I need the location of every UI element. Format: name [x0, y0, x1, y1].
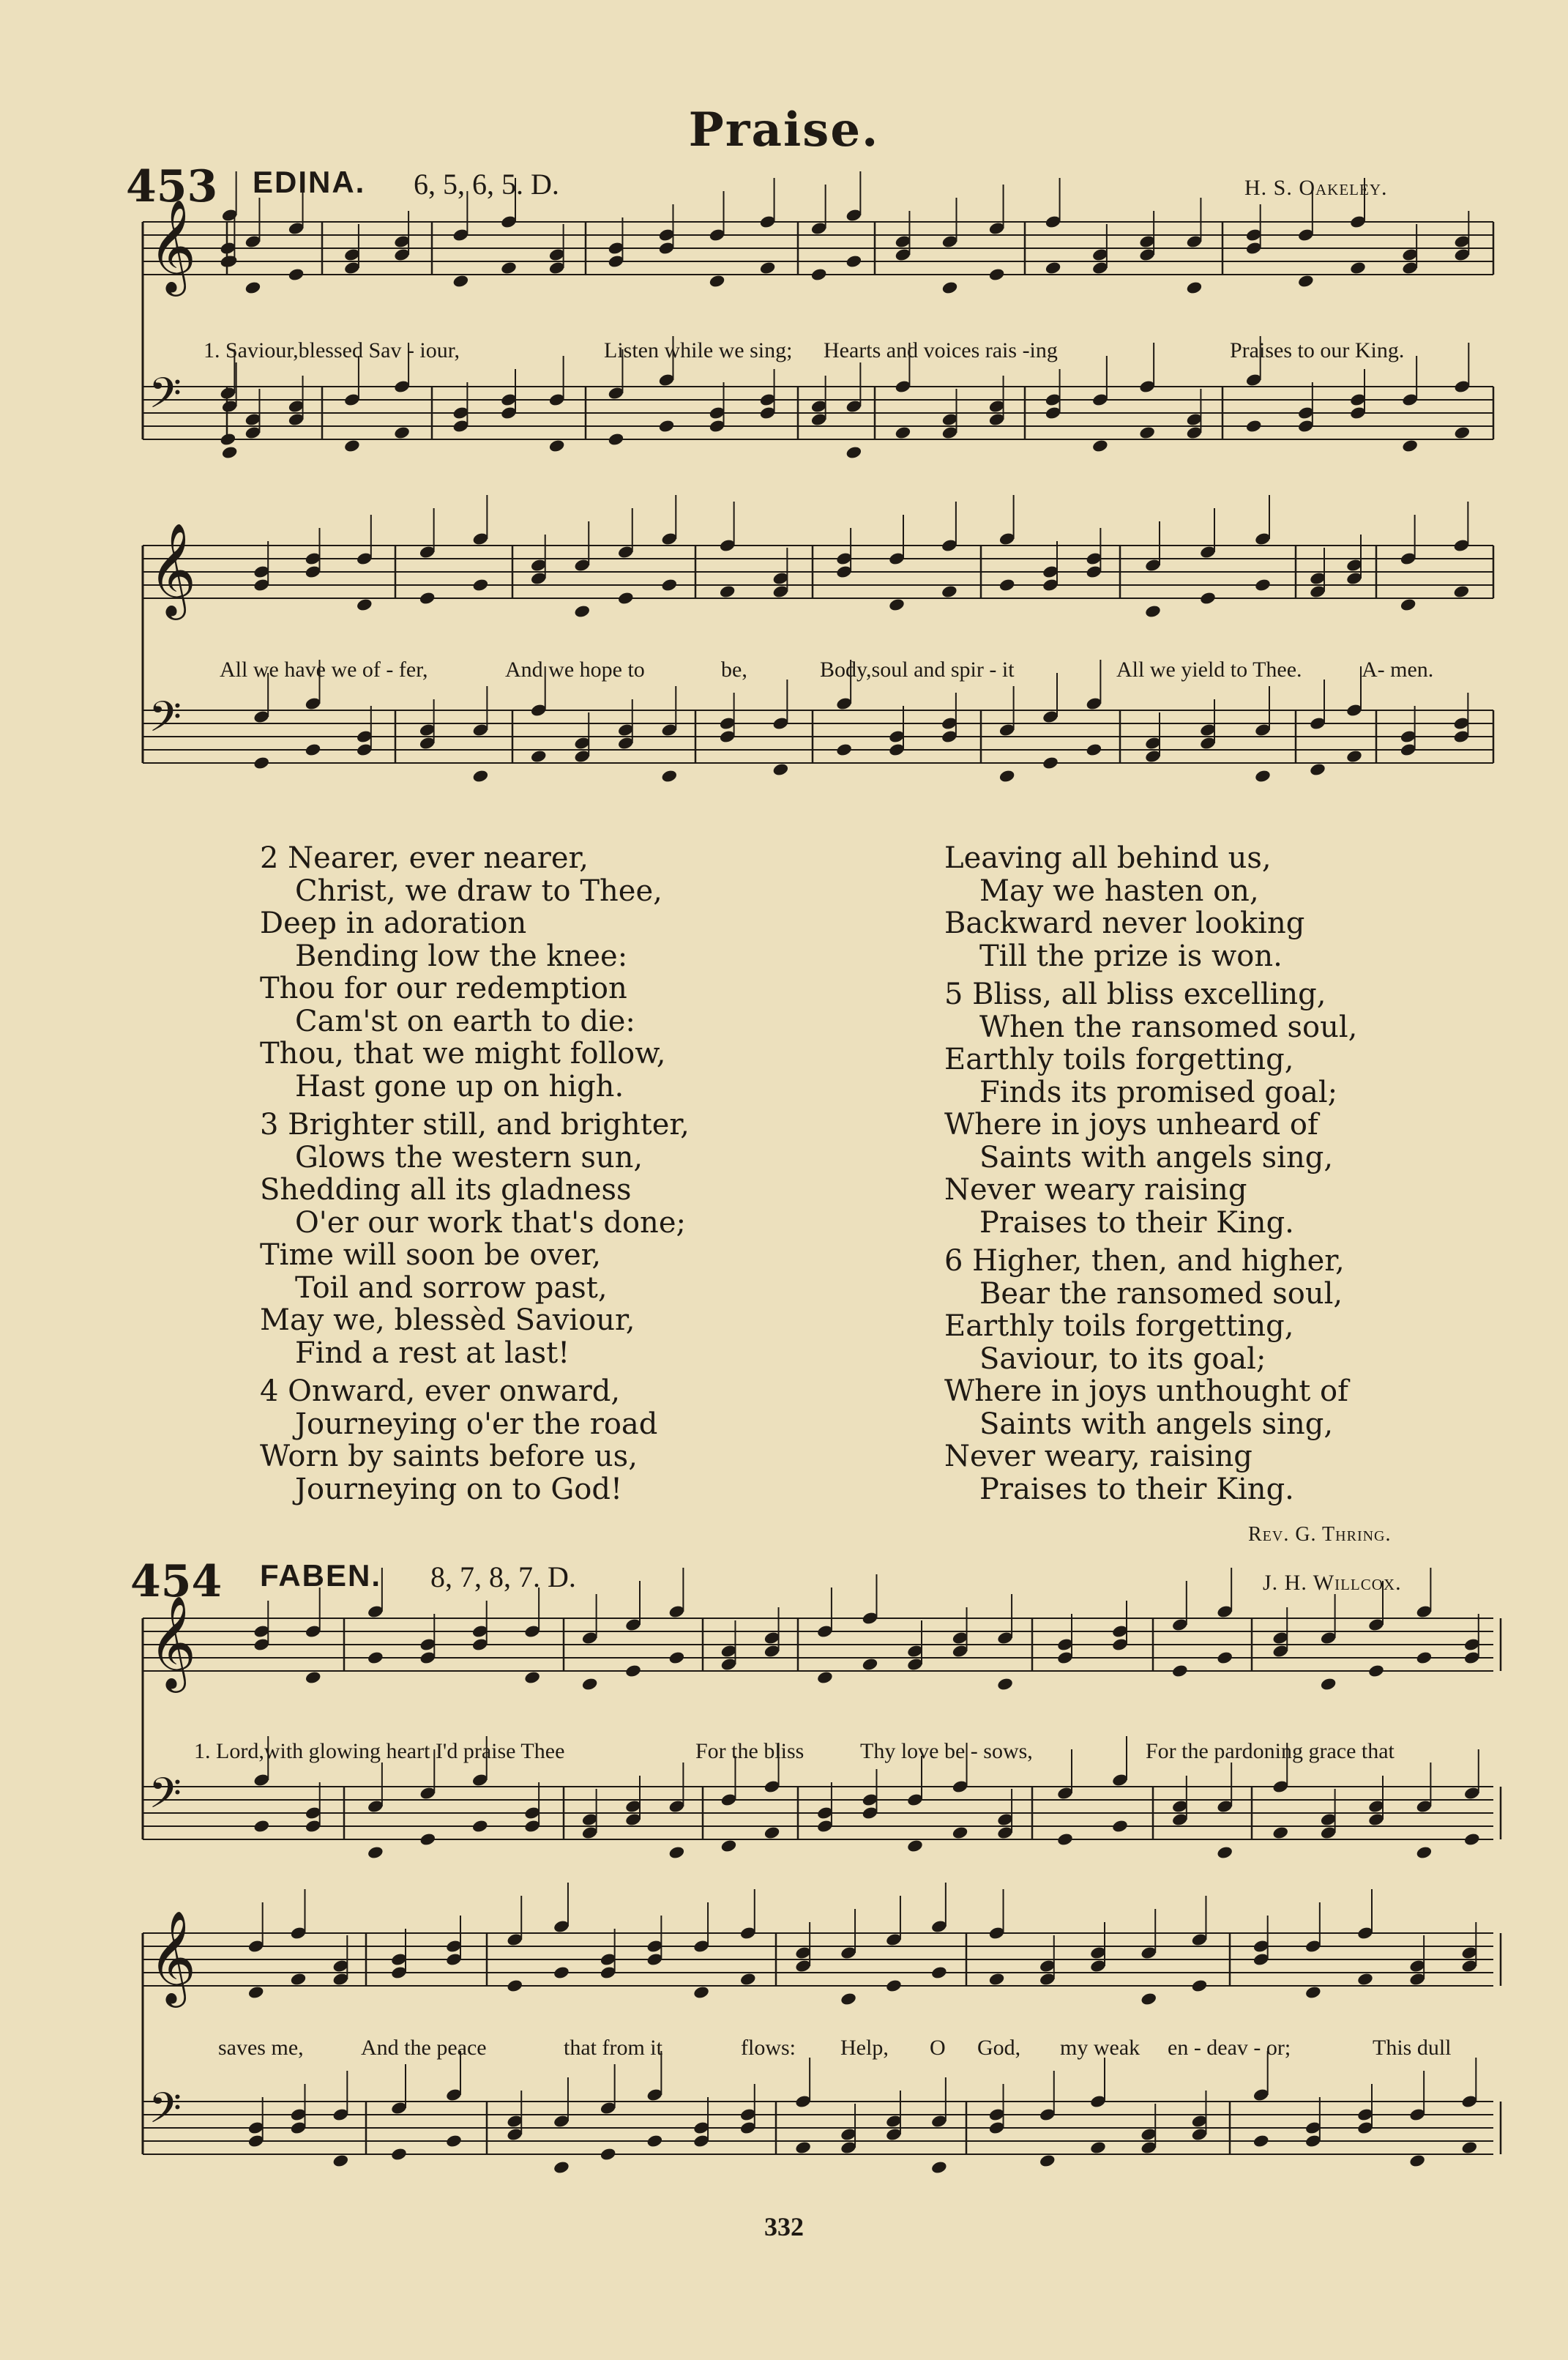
verse-line: Finds its promised goal; [979, 1075, 1338, 1109]
verse-line: Time will soon be over, [260, 1238, 602, 1272]
hymn-454-lyric-1b: For the bliss [695, 1739, 804, 1763]
hymn-454-meter: 8, 7, 8, 7. D. [430, 1560, 576, 1593]
verse-line: 3 Brighter still, and brighter, [260, 1108, 690, 1142]
hymn-453-lyric-2d: Body,soul and spir - it [820, 658, 1015, 682]
verse-line: Saviour, to its goal; [979, 1341, 1266, 1376]
hymn-453-lyric-2f: A- men. [1362, 658, 1434, 682]
hymn-454-lyric-2a: saves me, [218, 2036, 304, 2060]
hymn-453-tune-name: EDINA. [253, 165, 366, 199]
svg-text:𝄢: 𝄢 [149, 368, 182, 428]
hymn-453-number: 453 [126, 161, 218, 212]
hymn-454-lyric-2b: And the peace [361, 2036, 487, 2060]
hymn-454-tune-name: FABEN. [260, 1558, 382, 1593]
hymn-453-composer: H. S. Oakeley. [1244, 176, 1388, 200]
verse-line: 6 Higher, then, and higher, [944, 1244, 1345, 1278]
hymn-453-lyric-1a: 1. Saviour,blessed Sav - iour, [204, 338, 460, 362]
hymn-454-lyric-1d: For the pardoning grace that [1146, 1739, 1395, 1763]
hymn-454-number: 454 [130, 1556, 223, 1607]
verse-line: When the ransomed soul, [979, 1010, 1358, 1044]
verse-line: Cam'st on earth to die: [295, 1004, 635, 1038]
verse-line: Leaving all behind us, [944, 841, 1272, 875]
hymn-454-lyric-2i: en - deav - or; [1168, 2036, 1291, 2060]
verse-line: Earthly toils forgetting, [944, 1309, 1294, 1343]
verse-line: Where in joys unthought of [944, 1374, 1348, 1408]
svg-text:𝄢: 𝄢 [149, 692, 182, 752]
verse-line: Praises to their King. [979, 1205, 1294, 1240]
hymn-454-lyric-2g: God, [977, 2036, 1021, 2060]
svg-text:𝄞: 𝄞 [149, 1910, 197, 2003]
hymn-453-lyric-2e: All we yield to Thee. [1116, 658, 1302, 682]
verse-line: Thou, that we might follow, [260, 1037, 666, 1071]
verse-line: Earthly toils forgetting, [944, 1043, 1294, 1076]
verse-line: Christ, we draw to Thee, [295, 874, 662, 908]
verse-line: Shedding all its gladness [260, 1173, 632, 1207]
hymn-453-lyric-2c: be, [721, 658, 747, 682]
verse-line: May we, blessèd Saviour, [260, 1303, 635, 1337]
hymn-454-composer: J. H. Willcox. [1263, 1571, 1402, 1595]
verse-line: Never weary raising [944, 1173, 1247, 1207]
svg-text:𝄢: 𝄢 [149, 1768, 182, 1828]
verse-line: Toil and sorrow past, [295, 1270, 608, 1305]
verse-line: Thou for our redemption [260, 972, 627, 1005]
verse-line: Where in joys unheard of [944, 1108, 1318, 1142]
verse-line: May we hasten on, [979, 874, 1259, 908]
hymn-454-lyric-2h: my weak [1060, 2036, 1140, 2060]
page-number: 332 [764, 2212, 804, 2241]
section-title: Praise. [688, 103, 880, 157]
hymn-453-meter: 6, 5, 6, 5. D. [414, 168, 559, 201]
hymn-454-lyric-2f: O [930, 2036, 946, 2060]
verse-line: Bending low the knee: [295, 939, 628, 973]
svg-text:𝄞: 𝄞 [149, 1595, 197, 1689]
hymn-453-lyric-2b: And we hope to [505, 658, 645, 682]
hymn-454-lyric-1c: Thy love be - sows, [860, 1739, 1033, 1763]
verse-line: 2 Nearer, ever nearer, [260, 841, 589, 875]
verse-line: Saints with angels sing, [979, 1140, 1334, 1175]
verse-line: 5 Bliss, all bliss excelling, [944, 978, 1326, 1011]
hymn-454-lyric-2j: This dull [1373, 2036, 1452, 2060]
hymn-453-lyric-2a: All we have we of - fer, [220, 658, 428, 682]
verse-line: Journeying o'er the road [295, 1407, 658, 1441]
verse-line: Journeying on to God! [295, 1472, 623, 1506]
hymn-453-lyric-1d: Praises to our King. [1230, 338, 1405, 362]
verse-line: Till the prize is won. [979, 939, 1283, 973]
hymn-454-lyric-2d: flows: [741, 2036, 796, 2060]
verse-line: Find a rest at last! [295, 1336, 570, 1370]
hymn-454-lyric-2e: Help, [840, 2036, 889, 2060]
verse-line: Deep in adoration [260, 907, 527, 940]
verse-line: Hast gone up on high. [295, 1069, 624, 1103]
verse-line: Worn by saints before us, [260, 1440, 638, 1473]
verse-line: Never weary, raising [944, 1440, 1252, 1473]
verse-line: Glows the western sun, [295, 1140, 643, 1175]
svg-text:𝄢: 𝄢 [149, 2083, 182, 2143]
hymn-454-lyric-1a: 1. Lord,with glowing heart I'd praise Thee [194, 1739, 565, 1763]
verse-line: Praises to their King. [979, 1472, 1294, 1506]
verse-line: Saints with angels sing, [979, 1407, 1334, 1441]
svg-text:𝄞: 𝄞 [149, 198, 197, 292]
verse-line: 4 Onward, ever onward, [260, 1374, 621, 1408]
hymn-453-author: Rev. G. Thring. [1248, 1523, 1392, 1546]
hymn-453-lyric-1c: Hearts and voices rais -ing [824, 338, 1058, 362]
svg-text:𝄞: 𝄞 [149, 522, 197, 616]
verse-line: O'er our work that's done; [295, 1205, 686, 1240]
hymn-454-lyric-2c: that from it [564, 2036, 662, 2060]
verse-line: Bear the ransomed soul, [979, 1276, 1343, 1311]
verse-line: Backward never looking [944, 907, 1305, 940]
hymn-453-lyric-1b: Listen while we sing; [604, 338, 793, 362]
